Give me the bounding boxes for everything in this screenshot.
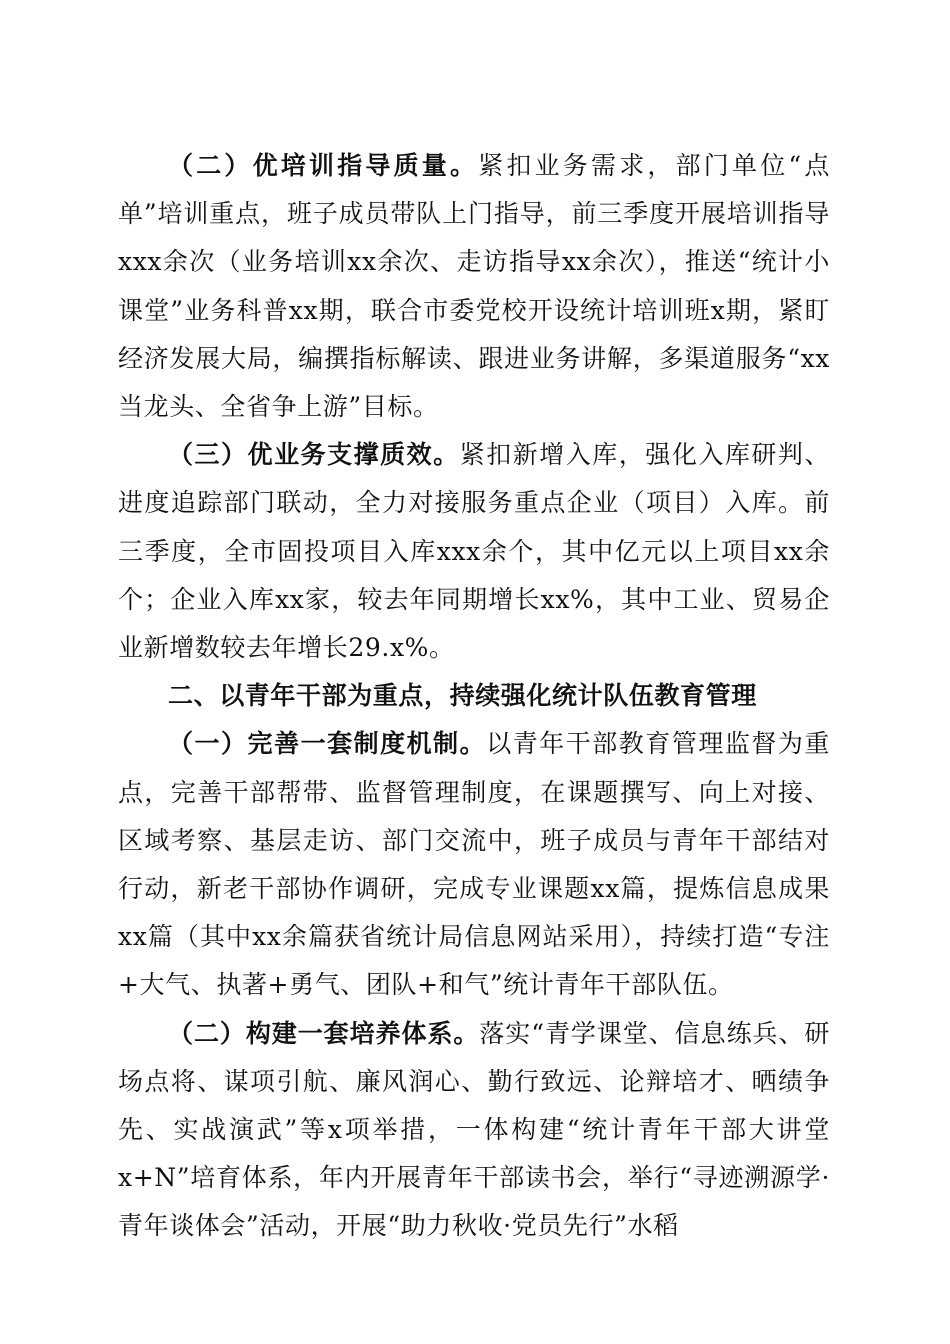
section-heading: 二、以青年干部为重点，持续强化统计队伍教育管理 xyxy=(168,681,757,711)
paragraph-lead: （二）优培训指导质量。 xyxy=(168,151,479,180)
document-page xyxy=(118,142,830,1251)
paragraph-lead: （三）优业务支撑质效。 xyxy=(168,440,460,470)
paragraph-training-system xyxy=(118,1010,830,1251)
paragraph-lead: （二）构建一套培养体系。 xyxy=(168,1018,480,1048)
paragraph-business-support xyxy=(118,431,830,672)
paragraph-body: 以青年干部教育管理监督为重点，完善干部帮带、监督管理制度，在课题撰写、向上对接、区域考察、基层走访、部门交流中，班子成员与青年干部结对行动，新老干部协作调研，完成专业课题xx篇，提炼信息成果xx篇（其中xx余篇获省统计局信息网站采用），持续打造“专注+大气、执著+勇气、团队+和气”统计青年干部队伍。 xyxy=(118,729,830,1000)
paragraph-body: 紧扣新增入库，强化入库研判、进度追踪部门联动，全力对接服务重点企业（项目）入库。前三季度，全市固投项目入库xxx余个，其中亿元以上项目xx余个；企业入库xx家，较去年同期增长xx%，其中工业、贸易企业新增数较去年增长29.x%。 xyxy=(118,440,830,663)
paragraph-body: 落实“青学课堂、信息练兵、研场点将、谋项引航、廉风润心、勤行致远、论辩培才、晒绩争先、实战演武”等x项举措，一体构建“统计青年干部大讲堂x+N”培育体系，年内开展青年干部读书会，举行“寻迹溯源学·青年谈体会”活动，开展“助力秋收·党员先行”水稻 xyxy=(118,1018,831,1241)
paragraph-training-guidance xyxy=(118,142,830,431)
paragraph-institution-mechanism xyxy=(118,720,830,1009)
paragraph-lead: （一）完善一套制度机制。 xyxy=(168,729,487,759)
paragraph-body: 紧扣业务需求，部门单位“点单”培训重点，班子成员带队上门指导，前三季度开展培训指导xxx余次（业务培训xx余次、走访指导xx余次），推送“统计小课堂”业务科普xx期，联合市委党校开设统计培训班x期，紧盯经济发展大局，编撰指标解读、跟进业务讲解，多渠道服务“xx当龙头、全省争上游”目标。 xyxy=(118,151,830,422)
